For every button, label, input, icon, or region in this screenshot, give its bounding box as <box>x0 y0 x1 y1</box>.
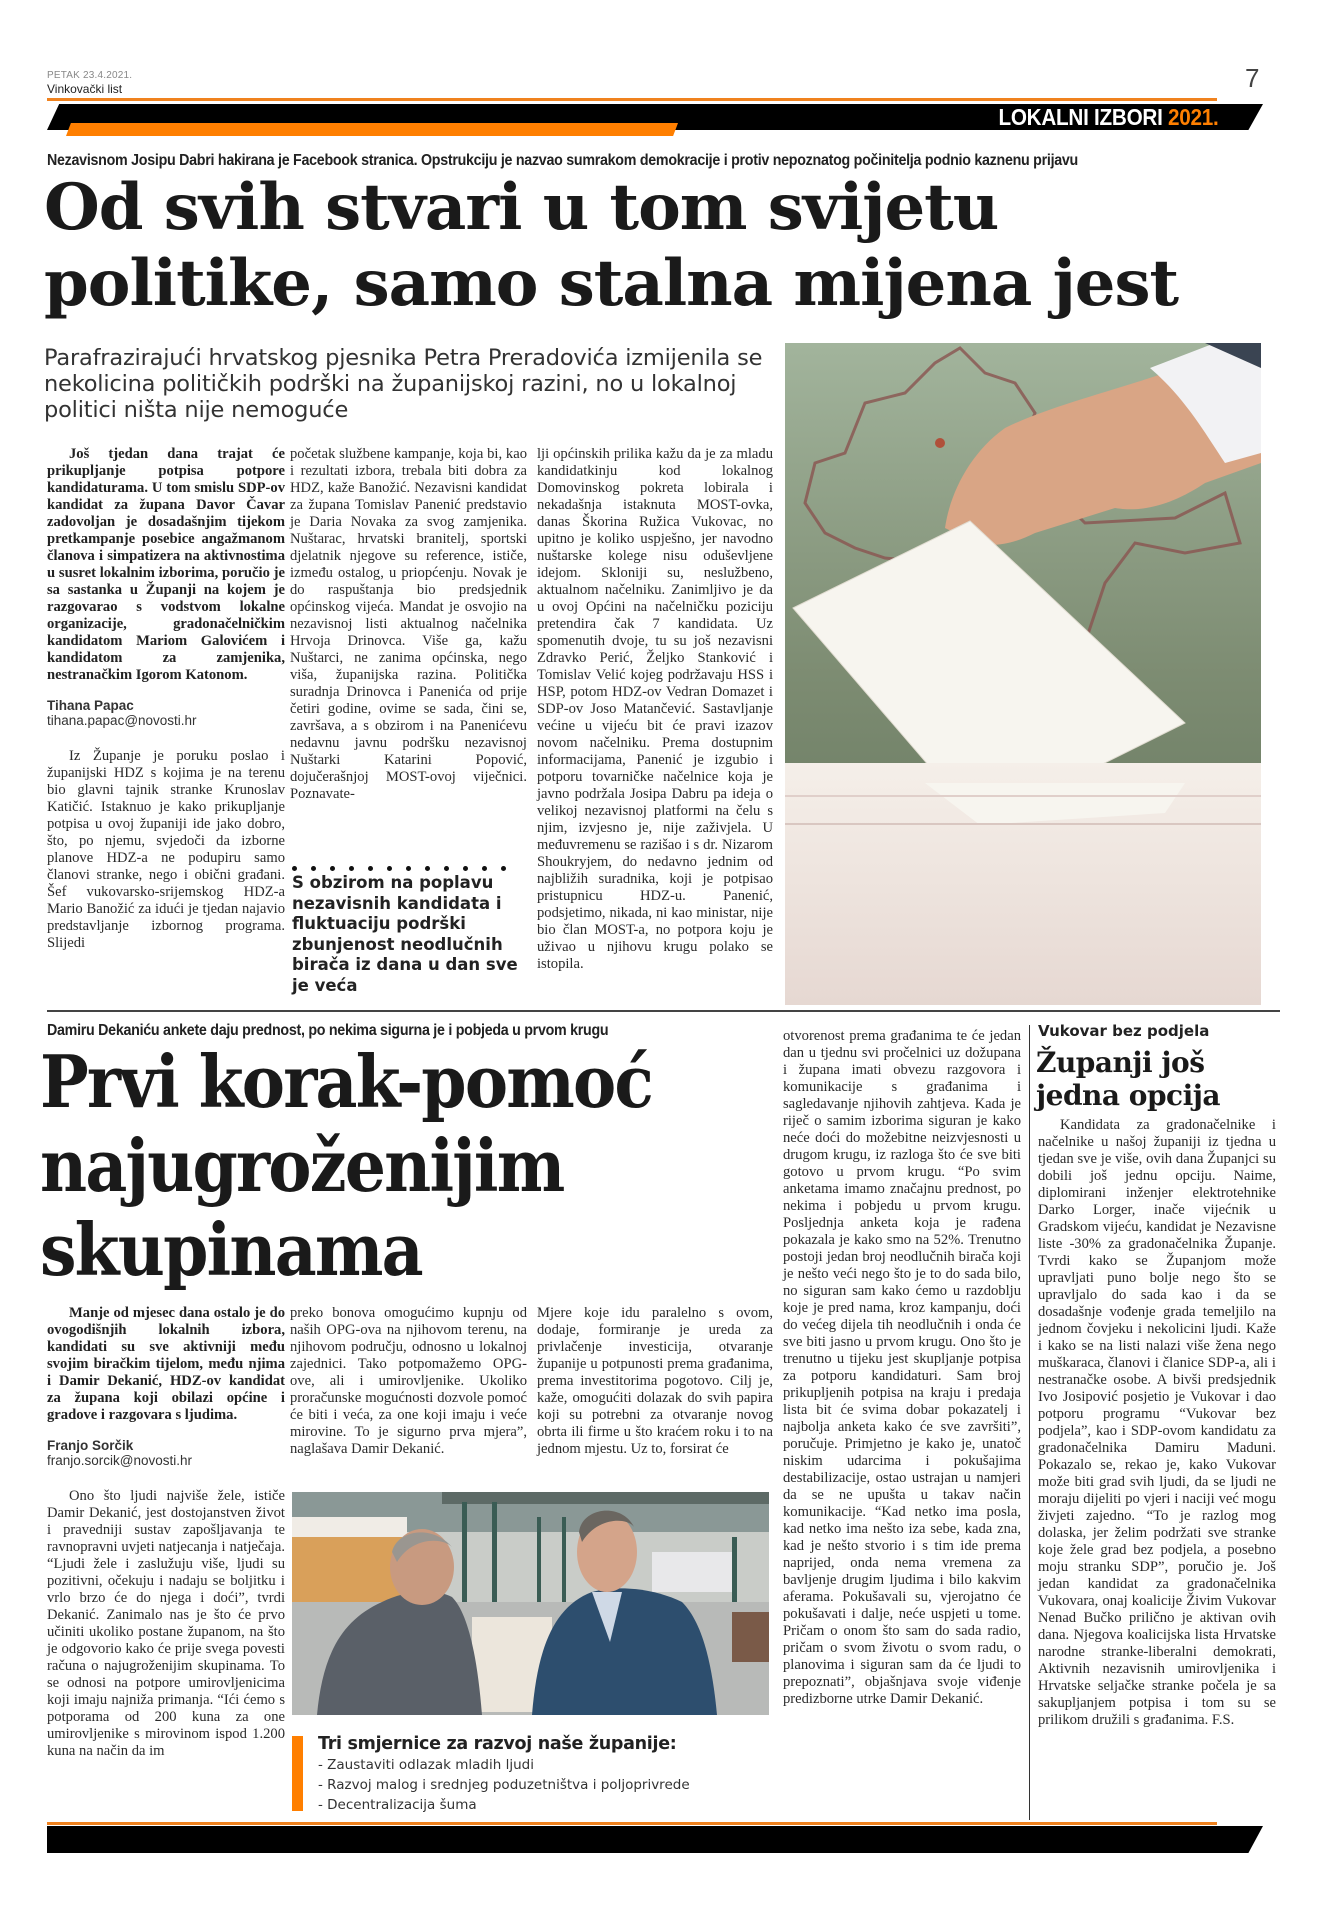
article1-author: Tihana Papac <box>47 698 134 713</box>
guidelines-box-item: - Razvoj malog i srednjeg poduzetništva i poljoprivrede <box>318 1777 690 1793</box>
footer-orange-rule <box>47 1822 1217 1825</box>
article2-author-email[interactable]: franjo.sorcik@novosti.hr <box>47 1453 193 1468</box>
article1-pull-quote: S obzirom na poplavu nezavisnih kandidata i fluktuaciju podrški zbunjenost neodlučnih birača iz dana u dan sve je veća <box>292 873 518 995</box>
ballot-photo-illustration <box>785 343 1261 1005</box>
article2-body-col2: preko bonova omogućimo kupnju od naših OPG-ova na njihovom terenu, na njihovom području, odnosno u lokalnoj zajednici. Tako potpomažemo OPG-ove, ali i umirovljenike. Ukoliko proračunske mogućnosti dozvole pomoć će biti i veća, za one koji imaju i veće mirovine. To je sigurno prva mjera”, naglašava Damir Dekanić. <box>290 1305 527 1457</box>
article2-column-2 <box>290 1305 527 1458</box>
article2-headline: Prvi korak-pomoć najugroženijim skupinama <box>40 1039 653 1292</box>
article1-lead: Još tjedan dana trajat će prikupljanje potpisa potpore kandidaturama. U tom smislu SDP-ov kandidat za župana Davor Čavar zadovoljan je dosadašnjim tijekom pretkampanje posebice angažmanom članova i simpatizera na aktivnostima u susret lokalnim izborima, poručio je sa sastanka u Županji na kojem je razgovarao s vodstvom lokalne organizacije, gradonačelničkim kandidatom Mariom Galovićem i kandidatom za zamjenika, nestranačkim Igorom Katonom. <box>47 446 285 683</box>
section-title <box>998 104 1218 130</box>
pull-quote-dots-divider <box>292 856 524 866</box>
guidelines-box-accent <box>292 1736 303 1811</box>
article2-column-1 <box>47 1305 285 1760</box>
newspaper-name: Vinkovački list <box>47 82 123 96</box>
article2-lead: Manje od mjesec dana ostalo je do ovogodišnjih lokalnih izbora, kandidati su sve aktivniji među svojim biračkim tijelom, među njima i Damir Dekanić, HDZ-ov kandidat za župana koji obilazi općine i gradove i razgovara s ljudima. <box>47 1305 285 1423</box>
article2-author: Franjo Sorčik <box>47 1438 134 1453</box>
market-photo-illustration <box>292 1492 769 1715</box>
article2-kicker: Damiru Dekaniću ankete daju prednost, po nekima sigurna je i pobjeda u prvom krugu <box>47 1022 609 1039</box>
column-divider <box>1029 1025 1030 1820</box>
article3-headline: Županji još jedna opcija <box>1036 1046 1220 1112</box>
article3-kicker: Vukovar bez podjela <box>1038 1022 1210 1040</box>
article1-body-col1: Iz Županje je poruku poslao i županijski HDZ s kojima je na terenu bio glavni tajnik stranke Krunoslav Katičić. Istaknuo je kako prikupljanje potpisa u ovoj županiji ide jako dobro, što, po njemu, svjedoči da izborne planove HDZ-a ne podupiru samo članovi stranke, nego i obični građani. Šef vukovarsko-srijemskog HDZ-a Mario Banožić za idući je tjedan najavio predstavljanje izbornog programa. Slijedi <box>47 748 285 951</box>
article2-body-col1: Ono što ljudi najviše žele, ističe Damir Dekanić, jest dostojanstven život i pravedniji sustav zapošljavanja te ravnopravni uvjeti natjecanja i natječaja. “Ljudi žele i zaslužuju više, ljudi su pozitivni, očekuju i nadaju se boljitku i vrlo brzo će do njega i doći”, tvrdi Dekanić. Zanimalo nas je što će prvo učiniti ukoliko postane županom, na što je odgovorio kako će prije svega povesti računa o najugroženijim skupinama. To se odnosi na potpore umirovljenicima koji imaju najniža primanja. “Ići ćemo s potporama od 200 kuna za one umirovljenike s mirovinom ispod 1.200 kuna na način da im <box>47 1488 285 1759</box>
page-number: 7 <box>1245 63 1260 93</box>
section-title-text: LOKALNI IZBORI <box>997 104 1163 130</box>
article1-column-3 <box>537 446 773 973</box>
section-title-year: 2021. <box>1167 104 1218 130</box>
guidelines-box <box>292 1733 769 1815</box>
section-divider <box>47 1010 1280 1012</box>
article1-kicker: Nezavisnom Josipu Dabri hakirana je Facebook stranica. Opstrukciju je nazvao sumrakom demokracije i protiv nepoznatog počinitelja podnio kaznenu prijavu <box>47 152 1079 169</box>
article1-deck: Parafrazirajući hrvatskog pjesnika Petra Preradovića izmijenila se nekolicina političkih podrški na županijskoj razini, no u lokalnoj politici ništa nije nemoguće <box>44 345 763 423</box>
article2-column-4 <box>783 1028 1021 1708</box>
guidelines-box-title: Tri smjernice za razvoj naše županije: <box>318 1734 677 1754</box>
issue-date: PETAK 23.4.2021. <box>47 70 133 81</box>
ballot-photo <box>785 343 1261 1005</box>
article1-headline: Od svih stvari u tom svijetu politike, samo stalna mijena jest <box>44 170 1179 321</box>
article3-body: Kandidata za gradonačelnike i načelnike u našoj županiji iz tjedna u tjedan sve je više, ovih dana Županjci su dobili još jednu opciju. Naime, diplomirani inženjer elektrotehnike Darko Lorger, inače vijećnik u Gradskom vijeću, kandidat je Nezavisne liste -30% za gradonačelnika Županje. Tvrdi kako se Županjom može upravljati puno bolje nego što se upravljalo do sada kao i da se dosadašnje vođenje grada temeljilo na jednom čovjeku i nekolicini ljudi. Kaže i kako se na listi nalazi više žena nego muškaraca, članovi i članice SDP-a, ali i nestranačke osobe. A bivši predsjednik Ivo Josipović posjetio je Vukovar i dao potporu programu “Vukovar bez podjela”, kao i SDP-ovom kandidatu za gradonačelnika Damiru Maduni. Pokazalo se, rekao je, kako Vukovar može biti grad svih ljudi, da se ljudi ne moraju dijeliti po vjeri i naciji već mogu živjeti zajedno. “To je razlog mog dolaska, jer želim podržati sve stranke koje žele grad bez podjela, a posebno moju stranku SDP”, poručio je. Još jedan kandidat za gradonačelnika Vukovara, onaj koalicije Živim Vukovar Nenad Bučko prilično je aktivan ovih dana. Njegova koalicijska lista Hrvatske narodne stranke-liberalni demokrati, Aktivnih nezavisnih umirovljenika i Hrvatske seljačke stranke počela je sa sakupljanjem potpisa i tom su se prilikom družili s građanima. F.S. <box>1038 1117 1276 1728</box>
article2-column-3 <box>537 1305 773 1458</box>
article1-author-email[interactable]: tihana.papac@novosti.hr <box>47 713 197 728</box>
header-orange-rule <box>47 98 1217 101</box>
article2-body-col4: otvorenost prema građanima te će jedan dan u tjednu svi pročelnici uz dožupana i župana imati obvezu razgovora i komunikacije s građanima i sagledavanje njihovih zahtjeva. Kada je riječ o samim izborima siguran je kako neće doći do možebitne neizvjesnosti u drugom krugu, iz razloga što će sve biti gotovo u prvom krugu. “Po svim anketama imamo značajnu prednost, po nekima i pobjedu u prvom krugu. Posljednja anketa koja je rađena pokazala je kako smo na 52%. Trenutno postoji jedan broj neodlučnih birača koji je nešto veći nego što je to do sada bilo, no siguran sam kako ćemo u razdoblju koje je pred nama, kroz kampanju, doći do većeg dijela tih neodlučnih i onda će sve biti jasno u prvom krugu. Ono što je trenutno u tijeku jest skupljanje potpisa za potporu kandidaturi. Sam broj prikupljenih potpisa na kraju i predaja lista bit će svima dobar pokazatelj i najbolja anketa kako će sve završiti”, poručuje. Primjetno je kako je, unatoč niskim udarcima i pokušajima destabilizacije, ostao ustrajan u namjeri da se ne upušta u takav način komunikacije. “Kad netko ima posla, kad netko ima nešto iza sebe, kada zna, kad je nešto stvorio i s tim ide prema naprijed, onda nema vremena za bavljenje drugim ljudima i bilo kakvim aferama. Pokušavali su, vjerojatno će pokušavati i dalje, neće uspjeti u tome. Pričam o onom što sam do sada radio, pričam o svom životu o svom radu, o planovima i siguran sam da će ljudi to prepoznati”, objašnjava svoje viđenje predizborne utrke Damir Dekanić. <box>783 1028 1021 1707</box>
guidelines-box-item: - Zaustaviti odlazak mladih ljudi <box>318 1757 534 1773</box>
article2-body-col3: Mjere koje idu paralelno s ovom, dodaje, formiranje je ureda za privlačenje investicija, otvaranje županije u potpunosti prema građanima, prema investitorima pogotovo. Cilj je, kaže, omogućiti dolazak do svih papira koji su potrebni za otvaranje novog obrta ili firme u što kraćem roku i to na jednom mjestu. Uz to, forsirat će <box>537 1305 773 1457</box>
article1-column-2 <box>290 446 527 803</box>
article1-column-1 <box>47 446 285 952</box>
market-photo <box>292 1492 769 1715</box>
guidelines-box-item: - Decentralizacija šuma <box>318 1797 477 1813</box>
footer-banner <box>47 1826 1263 1853</box>
article1-body-col2: početak službene kampanje, koja bi, kao i rezultati izbora, trebala biti dobra za HDZ, kaže Banožić. Nezavisni kandidat za župana Tomislav Panenić predstavio je Daria Novaka za svog zamjenika. Nuštarac, hrvatski branitelj, sportski djelatnik njegove su reference, ističe, između ostalog, u priopćenju. Novak je do raspuštanja bio predsjednik općinskog vijeća. Mandat je osvojio na nezavisnoj listi aktualnog načelnika Hrvoja Drinovca. Više ga, kažu Nuštarci, ne zanima općinska, nego viša, županijska razina. Politička suradnja Drinovca i Panenića od prije četiri godine, ovime se sada, čini se, završava, a s obzirom i na Panenićevu nedavnu javnu podršku nezavisnoj Nuštarki Katarini Popović, dojučerašnjoj MOST-ovoj viječnici. Poznavate- <box>290 446 527 802</box>
article3-column <box>1038 1117 1276 1729</box>
section-banner-accent <box>66 123 678 136</box>
article1-body-col3: lji općinskih prilika kažu da je za mladu kandidatkinju kod lokalnog Domovinskog pokreta lobirala i nekadašnja istaknuta MOST-ovka, danas Škorina Ružica Vukovac, no upitno je koliko uspješno, jer navodno nuštarske kolege nisu oduševljene idejom. Skloniji su, neslužbeno, aktualnom načelniku. Zanimljivo je da u ovoj Općini na načelničku poziciju pretendira čak 7 kandidata. Uz spomenutih dvoje, tu su još nezavisni Zdravko Perić, Željko Stanković i Tomislav Velić kojeg podržavaju HSS i HSP, potom HDZ-ov Vedran Domazet i SDP-ov Joso Matančević. Sastavljanje većine u vijeću bit će pravi izazov novom načelniku. Prema dostupnim informacijama, Panenić je izgubio i potporu tovarničke načelnice koja je javno podržala Josipa Dabru pa ideja o velikoj nezavisnoj platformi na čelu s njim, izvjesno je, nije zaživjela. U međuvremenu se razišao i s dr. Nizarom Shoukryjem, do nedavno jednim od najbližih suradnika, koji je potpisao pristupnicu HDZ-u. Panenić, podsjetimo, nikada, ni kao ministar, nije bio član MOST-a, no potpora koju je uživao u njihovu krugu polako se istopila. <box>537 446 773 972</box>
